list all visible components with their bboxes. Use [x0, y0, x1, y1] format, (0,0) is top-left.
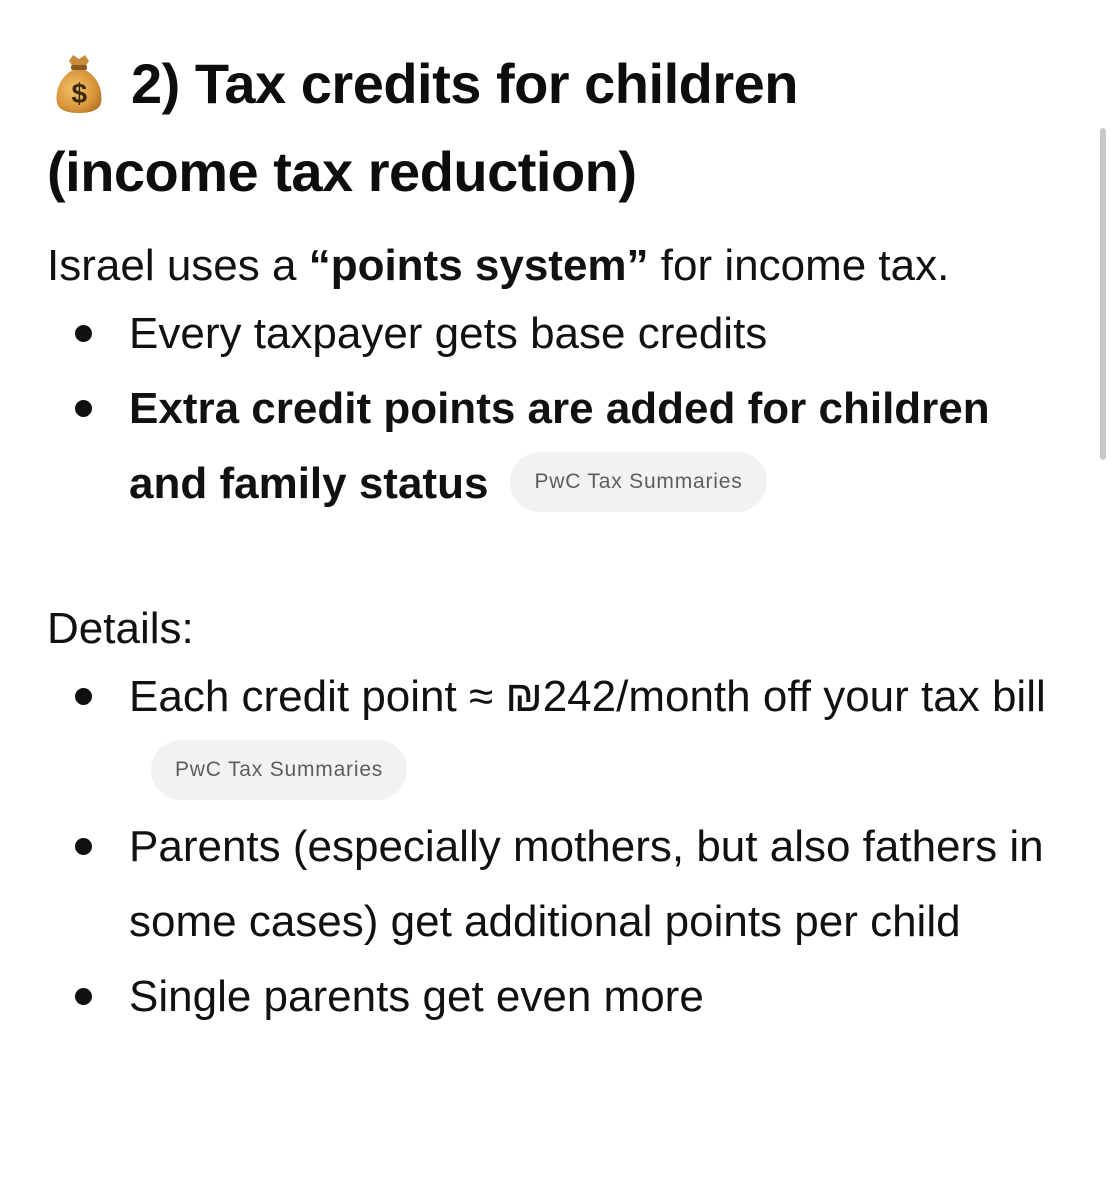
credits-list: [47, 296, 1077, 521]
list-item-text: Every taxpayer gets base credits: [129, 309, 768, 358]
citation-chip[interactable]: PwC Tax Summaries: [510, 452, 766, 512]
intro-prefix: Israel uses a: [47, 241, 309, 290]
list-item: [47, 809, 1077, 959]
list-item: [47, 659, 1077, 809]
details-label: Details:: [47, 604, 194, 653]
bullet-dot: [75, 688, 92, 705]
bullet-dot: [75, 988, 92, 1005]
heading-text-line-2: (income tax reduction): [47, 140, 637, 203]
bullet-dot: [75, 400, 92, 417]
list-item-text: Each credit point ≈ ₪242/month off your tax bill: [129, 672, 1046, 721]
heading-text-line-1: 2) Tax credits for children: [131, 52, 798, 115]
bullet-dot: [75, 325, 92, 342]
list-item: [47, 959, 1077, 1034]
chat-message: [47, 40, 1077, 1034]
intro-bold-term: “points system”: [308, 241, 649, 290]
list-item-text: Extra credit points are added for children and family status: [129, 384, 990, 508]
money-bag-icon: [51, 51, 107, 115]
list-item: [47, 296, 1077, 371]
intro-suffix: for income tax.: [648, 241, 950, 290]
svg-text:$: $: [71, 78, 87, 109]
list-item: [47, 371, 1077, 521]
intro-paragraph: [47, 236, 1077, 296]
citation-chip[interactable]: PwC Tax Summaries: [151, 740, 407, 800]
scrollbar[interactable]: [1100, 128, 1106, 460]
list-item-text: Single parents get even more: [129, 972, 704, 1021]
heading-line-1: [47, 40, 1077, 128]
bullet-dot: [75, 838, 92, 855]
list-item-text: Parents (especially mothers, but also fathers in some cases) get additional points per child: [129, 822, 1044, 946]
section-heading: [47, 40, 1077, 216]
details-list: [47, 659, 1077, 1034]
